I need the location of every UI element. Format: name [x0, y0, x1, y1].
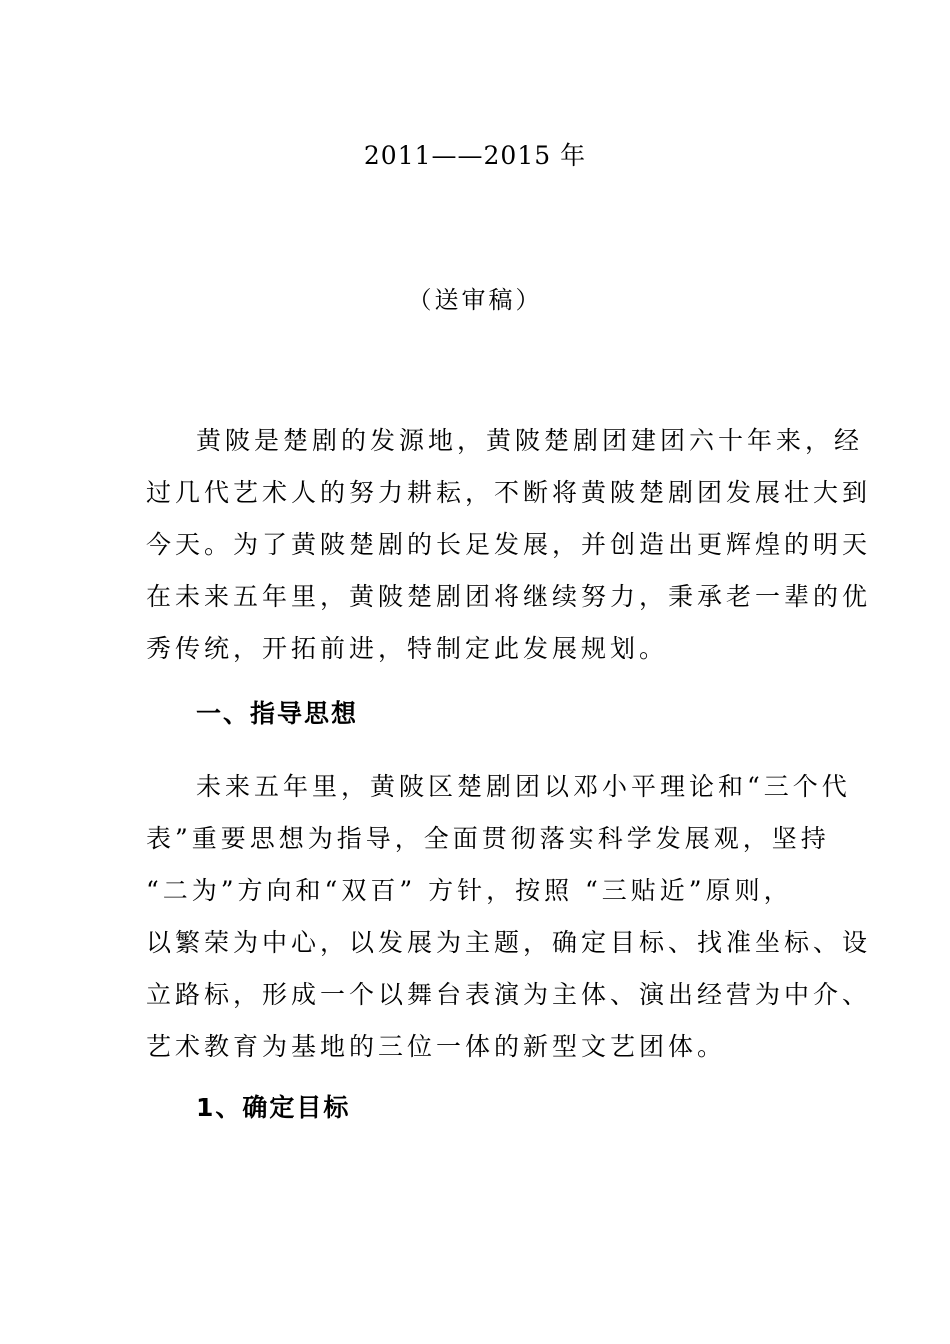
date-range-title: 2011——2015 年 — [363, 141, 587, 170]
ideology-line: “二为”方向和“双百” 方针，按照 “三贴近”原则， — [146, 876, 793, 905]
intro-line: 过几代艺术人的努力耕耘，不断将黄陂楚剧团发展壮大到 — [146, 478, 872, 507]
intro-line: 黄陂是楚剧的发源地，黄陂楚剧团建团六十年来，经 — [196, 426, 864, 455]
ideology-line: 以繁荣为中心，以发展为主题，确定目标、找准坐标、设 — [146, 928, 872, 957]
intro-line: 秀传统，开拓前进，特制定此发展规划。 — [146, 634, 669, 663]
intro-paragraph — [146, 415, 872, 675]
intro-line: 今天。为了黄陂楚剧的长足发展，并创造出更辉煌的明天 — [146, 530, 872, 559]
draft-note: （送审稿） — [407, 286, 543, 314]
ideology-line: 艺术教育为基地的三位一体的新型文艺团体。 — [146, 1032, 727, 1061]
ideology-line: 表”重要思想为指导，全面贯彻落实科学发展观，坚持 — [146, 824, 830, 853]
ideology-line: 未来五年里，黄陂区楚剧团以邓小平理论和“三个代 — [196, 772, 851, 801]
ideology-line: 立路标，形成一个以舞台表演为主体、演出经营为中介、 — [146, 980, 872, 1009]
guiding-ideology-paragraph — [146, 761, 872, 1073]
intro-line: 在未来五年里，黄陂楚剧团将继续努力，秉承老一辈的优 — [146, 582, 872, 611]
section-heading-guiding-ideology: 一、指导思想 — [196, 699, 359, 728]
subsection-heading-set-goals: 1、确定目标 — [196, 1093, 351, 1122]
